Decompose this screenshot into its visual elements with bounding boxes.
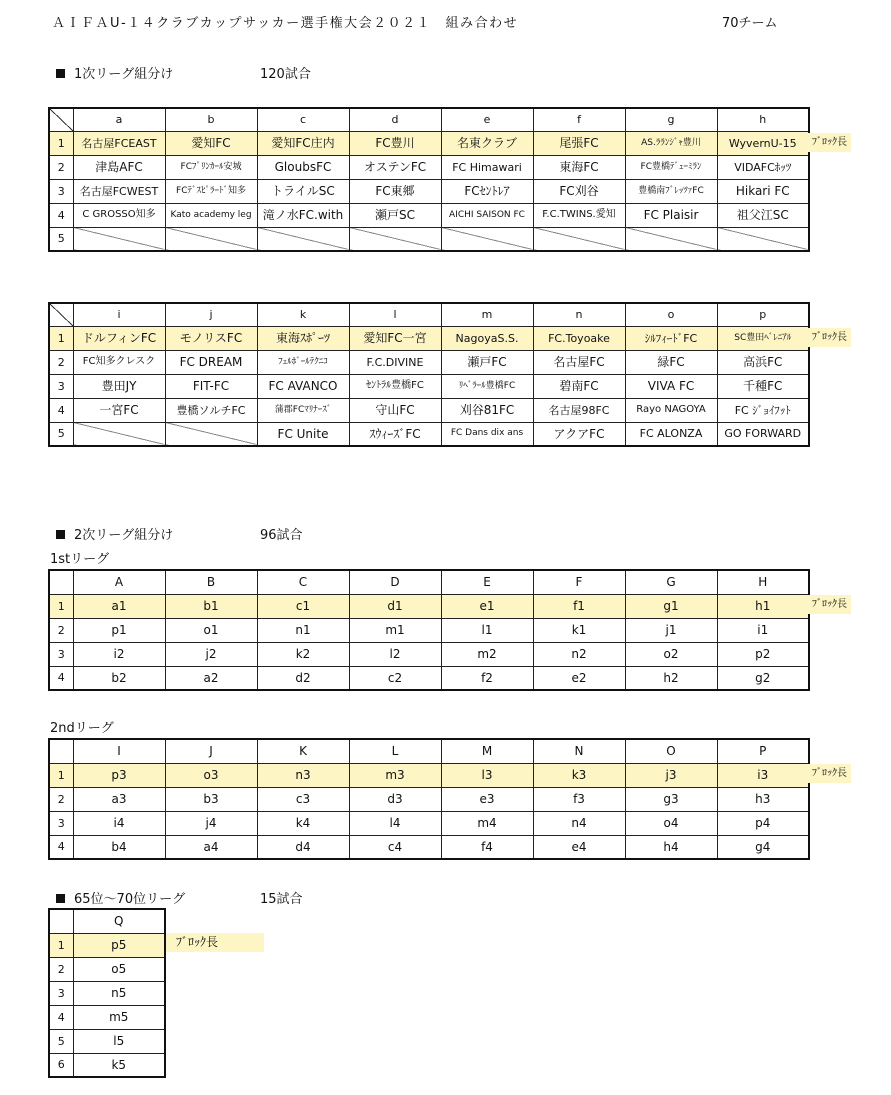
team-cell: ｾﾝﾄﾗﾙ豊橋FC [349, 374, 441, 398]
team-cell: 滝ノ水FC.with [257, 203, 349, 227]
slot-cell: f2 [441, 666, 533, 690]
team-cell: Rayo NAGOYA [625, 398, 717, 422]
slot-cell: j1 [625, 618, 717, 642]
team-cell: F.C.TWINS.愛知 [533, 203, 625, 227]
row-number: 6 [49, 1053, 73, 1077]
empty-slot-cell [257, 227, 349, 251]
team-cell: ﾌｪﾙﾎﾞｰﾙﾃｸﾆｺ [257, 350, 349, 374]
corner-cell [49, 909, 73, 933]
team-cell: 碧南FC [533, 374, 625, 398]
block-leader-label: ﾌﾞﾛｯｸ長 [808, 595, 851, 614]
slot-cell: o2 [625, 642, 717, 666]
slot-cell: m4 [441, 811, 533, 835]
slot-cell: a2 [165, 666, 257, 690]
slot-cell: h2 [625, 666, 717, 690]
block-leader-label: ﾌﾞﾛｯｸ長 [808, 133, 851, 152]
column-header: K [257, 739, 349, 763]
column-header: Q [73, 909, 165, 933]
team-cell: 緑FC [625, 350, 717, 374]
team-cell: FC.Toyoake [533, 326, 625, 350]
team-cell: FCﾌﾟﾘﾝｶｰﾙ安城 [165, 155, 257, 179]
slot-cell: d4 [257, 835, 349, 859]
team-cell: 東海FC [533, 155, 625, 179]
column-header: o [625, 303, 717, 326]
first-stage-label: 1stリーグ [50, 552, 110, 567]
slot-cell: h4 [625, 835, 717, 859]
slot-cell: o1 [165, 618, 257, 642]
row-number: 4 [49, 666, 73, 690]
slot-cell: g2 [717, 666, 809, 690]
team-cell: FC東郷 [349, 179, 441, 203]
corner-cell [49, 108, 73, 131]
block-leader-label: ﾌﾞﾛｯｸ長 [808, 328, 851, 347]
row-number: 2 [49, 350, 73, 374]
row-number: 2 [49, 957, 73, 981]
column-header: E [441, 570, 533, 594]
slot-cell: m5 [73, 1005, 165, 1029]
slot-cell: p3 [73, 763, 165, 787]
slot-cell: a1 [73, 594, 165, 618]
slot-cell: g4 [717, 835, 809, 859]
slot-cell: n5 [73, 981, 165, 1005]
team-cell: 祖父江SC [717, 203, 809, 227]
row-number: 2 [49, 618, 73, 642]
column-header: m [441, 303, 533, 326]
team-cell: FCｾﾝﾄﾚｱ [441, 179, 533, 203]
slot-cell: k3 [533, 763, 625, 787]
square-bullet-icon [56, 530, 65, 539]
slot-cell: a4 [165, 835, 257, 859]
slot-cell: n3 [257, 763, 349, 787]
slot-cell: l1 [441, 618, 533, 642]
row-number: 5 [49, 227, 73, 251]
first-league-games: 120試合 [260, 67, 311, 82]
team-cell: 豊田JY [73, 374, 165, 398]
slot-cell: l3 [441, 763, 533, 787]
document-title: ＡＩＦＡU-１４クラブカップサッカー選手権大会２０２１ 組み合わせ [52, 16, 519, 31]
block-leader-label: ﾌﾞﾛｯｸ長 [808, 764, 851, 783]
team-cell: 尾張FC [533, 131, 625, 155]
column-header: J [165, 739, 257, 763]
column-header: e [441, 108, 533, 131]
team-cell: オステンFC [349, 155, 441, 179]
column-header: M [441, 739, 533, 763]
first-league-heading-text: 1次リーグ組分け [74, 67, 174, 82]
team-cell: トライルSC [257, 179, 349, 203]
team-cell: FCﾃﾞｽﾋﾟﾗｰﾄﾞ知多 [165, 179, 257, 203]
row-number: 2 [49, 155, 73, 179]
team-cell: GO FORWARD [717, 422, 809, 446]
placement-league-table [48, 908, 166, 1078]
column-header: H [717, 570, 809, 594]
slot-cell: c1 [257, 594, 349, 618]
column-header: p [717, 303, 809, 326]
row-number: 4 [49, 835, 73, 859]
empty-slot-cell [73, 422, 165, 446]
team-cell: 一宮FC [73, 398, 165, 422]
team-cell: AS.ﾗﾗﾝｼﾞｬ豊川 [625, 131, 717, 155]
team-cell: 瀬戸SC [349, 203, 441, 227]
empty-slot-cell [533, 227, 625, 251]
slot-cell: b3 [165, 787, 257, 811]
slot-cell: e1 [441, 594, 533, 618]
slot-cell: o4 [625, 811, 717, 835]
slot-cell: e4 [533, 835, 625, 859]
team-cell: FC豊川 [349, 131, 441, 155]
team-cell: FC Plaisir [625, 203, 717, 227]
slot-cell: k4 [257, 811, 349, 835]
team-cell: 名古屋FCWEST [73, 179, 165, 203]
row-number: 4 [49, 1005, 73, 1029]
team-cell: 津島AFC [73, 155, 165, 179]
team-cell: FC DREAM [165, 350, 257, 374]
slot-cell: k2 [257, 642, 349, 666]
first-league-table-1 [48, 107, 810, 252]
slot-cell: i3 [717, 763, 809, 787]
empty-slot-cell [165, 227, 257, 251]
team-cell: VIDAFCﾎｯﾂ [717, 155, 809, 179]
slot-cell: o3 [165, 763, 257, 787]
slot-cell: f4 [441, 835, 533, 859]
team-cell: 名古屋98FC [533, 398, 625, 422]
team-cell: FC AVANCO [257, 374, 349, 398]
slot-cell: p2 [717, 642, 809, 666]
team-cell: 守山FC [349, 398, 441, 422]
second-stage-label: 2ndリーグ [50, 721, 114, 736]
slot-cell: p5 [73, 933, 165, 957]
slot-cell: d2 [257, 666, 349, 690]
team-cell: GloubsFC [257, 155, 349, 179]
first-stage-league-table [48, 569, 810, 691]
column-header: i [73, 303, 165, 326]
placement-league-games: 15試合 [260, 892, 303, 907]
empty-slot-cell [717, 227, 809, 251]
team-cell: NagoyaS.S. [441, 326, 533, 350]
row-number: 4 [49, 203, 73, 227]
placement-league-heading-text: 65位～70位リーグ [74, 892, 186, 907]
team-cell: F.C.DIVINE [349, 350, 441, 374]
team-cell: 刈谷81FC [441, 398, 533, 422]
column-header: D [349, 570, 441, 594]
slot-cell: b1 [165, 594, 257, 618]
team-count: 70チーム [722, 16, 778, 31]
column-header: G [625, 570, 717, 594]
column-header: j [165, 303, 257, 326]
row-number: 1 [49, 326, 73, 350]
team-cell: FC Unite [257, 422, 349, 446]
team-cell: Kato academy leg [165, 203, 257, 227]
slot-cell: i4 [73, 811, 165, 835]
square-bullet-icon [56, 894, 65, 903]
second-league-heading [56, 524, 173, 543]
slot-cell: n1 [257, 618, 349, 642]
slot-cell: j2 [165, 642, 257, 666]
slot-cell: k5 [73, 1053, 165, 1077]
team-cell: FC刈谷 [533, 179, 625, 203]
team-cell: 瀬戸FC [441, 350, 533, 374]
slot-cell: p4 [717, 811, 809, 835]
slot-cell: h3 [717, 787, 809, 811]
slot-cell: n4 [533, 811, 625, 835]
team-cell: ドルフィンFC [73, 326, 165, 350]
column-header: b [165, 108, 257, 131]
slot-cell: b2 [73, 666, 165, 690]
row-number: 3 [49, 811, 73, 835]
column-header: I [73, 739, 165, 763]
team-cell: 名古屋FC [533, 350, 625, 374]
slot-cell: f1 [533, 594, 625, 618]
row-number: 3 [49, 179, 73, 203]
slot-cell: l4 [349, 811, 441, 835]
row-number: 3 [49, 981, 73, 1005]
column-header: g [625, 108, 717, 131]
empty-slot-cell [73, 227, 165, 251]
row-number: 1 [49, 594, 73, 618]
slot-cell: d1 [349, 594, 441, 618]
team-cell: FC ｼﾞｮｲﾌｯﾄ [717, 398, 809, 422]
row-number: 3 [49, 642, 73, 666]
slot-cell: g3 [625, 787, 717, 811]
slot-cell: p1 [73, 618, 165, 642]
empty-slot-cell [625, 227, 717, 251]
team-cell: FC Dans dix ans [441, 422, 533, 446]
block-leader-label: ﾌﾞﾛｯｸ長 [166, 933, 264, 952]
team-cell: 豊橋南ﾌﾞﾚｯﾂｧFC [625, 179, 717, 203]
row-number: 1 [49, 763, 73, 787]
team-cell: 高浜FC [717, 350, 809, 374]
empty-slot-cell [441, 227, 533, 251]
column-header: N [533, 739, 625, 763]
team-cell: FC Himawari [441, 155, 533, 179]
slot-cell: j3 [625, 763, 717, 787]
row-number: 5 [49, 422, 73, 446]
slot-cell: h1 [717, 594, 809, 618]
column-header: F [533, 570, 625, 594]
row-number: 4 [49, 398, 73, 422]
column-header: L [349, 739, 441, 763]
row-number: 3 [49, 374, 73, 398]
team-cell: FC知多クレスク [73, 350, 165, 374]
slot-cell: j4 [165, 811, 257, 835]
corner-cell [49, 303, 73, 326]
column-header: n [533, 303, 625, 326]
row-number: 5 [49, 1029, 73, 1053]
slot-cell: c4 [349, 835, 441, 859]
team-cell: FC豊橋ﾃﾞｭｰﾐﾗﾝ [625, 155, 717, 179]
team-cell: モノリスFC [165, 326, 257, 350]
team-cell: ｼﾙﾌｨｰﾄﾞFC [625, 326, 717, 350]
team-cell: 愛知FC一宮 [349, 326, 441, 350]
slot-cell: i1 [717, 618, 809, 642]
first-league-table-2 [48, 302, 810, 447]
team-cell: 愛知FC庄内 [257, 131, 349, 155]
column-header: k [257, 303, 349, 326]
slot-cell: c3 [257, 787, 349, 811]
placement-league-heading [56, 888, 185, 907]
team-cell: AICHI SAISON FC [441, 203, 533, 227]
column-header: O [625, 739, 717, 763]
team-cell: VIVA FC [625, 374, 717, 398]
slot-cell: m1 [349, 618, 441, 642]
slot-cell: m2 [441, 642, 533, 666]
column-header: P [717, 739, 809, 763]
empty-slot-cell [165, 422, 257, 446]
team-cell: Hikari FC [717, 179, 809, 203]
column-header: a [73, 108, 165, 131]
slot-cell: d3 [349, 787, 441, 811]
team-cell: 名東クラブ [441, 131, 533, 155]
slot-cell: f3 [533, 787, 625, 811]
empty-slot-cell [349, 227, 441, 251]
slot-cell: k1 [533, 618, 625, 642]
column-header: C [257, 570, 349, 594]
team-cell: 豊橋ソルチFC [165, 398, 257, 422]
slot-cell: l2 [349, 642, 441, 666]
slot-cell: a3 [73, 787, 165, 811]
row-number: 2 [49, 787, 73, 811]
team-cell: アクアFC [533, 422, 625, 446]
slot-cell: i2 [73, 642, 165, 666]
team-cell: 名古屋FCEAST [73, 131, 165, 155]
team-cell: 東海ｽﾎﾟｰﾂ [257, 326, 349, 350]
corner-cell [49, 570, 73, 594]
second-league-heading-text: 2次リーグ組分け [74, 528, 174, 543]
slot-cell: c2 [349, 666, 441, 690]
slot-cell: e2 [533, 666, 625, 690]
team-cell: 愛知FC [165, 131, 257, 155]
team-cell: 蒲郡FCﾏﾘﾅｰｽﾞ [257, 398, 349, 422]
slot-cell: b4 [73, 835, 165, 859]
slot-cell: m3 [349, 763, 441, 787]
team-cell: C GROSSO知多 [73, 203, 165, 227]
team-cell: 千種FC [717, 374, 809, 398]
slot-cell: o5 [73, 957, 165, 981]
slot-cell: l5 [73, 1029, 165, 1053]
column-header: c [257, 108, 349, 131]
row-number: 1 [49, 933, 73, 957]
column-header: l [349, 303, 441, 326]
team-cell: SC豊田ﾍﾞﾚﾆｱﾙ [717, 326, 809, 350]
second-league-games: 96試合 [260, 528, 303, 543]
column-header: h [717, 108, 809, 131]
slot-cell: n2 [533, 642, 625, 666]
square-bullet-icon [56, 69, 65, 78]
slot-cell: g1 [625, 594, 717, 618]
second-stage-league-table [48, 738, 810, 860]
column-header: d [349, 108, 441, 131]
row-number: 1 [49, 131, 73, 155]
column-header: f [533, 108, 625, 131]
corner-cell [49, 739, 73, 763]
team-cell: ﾘﾍﾞﾗｰﾙ豊橋FC [441, 374, 533, 398]
column-header: A [73, 570, 165, 594]
team-cell: FIT-FC [165, 374, 257, 398]
column-header: B [165, 570, 257, 594]
team-cell: FC ALONZA [625, 422, 717, 446]
team-cell: WyvernU-15 [717, 131, 809, 155]
slot-cell: e3 [441, 787, 533, 811]
first-league-heading [56, 63, 173, 82]
team-cell: ｽｳｨｰｽﾞFC [349, 422, 441, 446]
